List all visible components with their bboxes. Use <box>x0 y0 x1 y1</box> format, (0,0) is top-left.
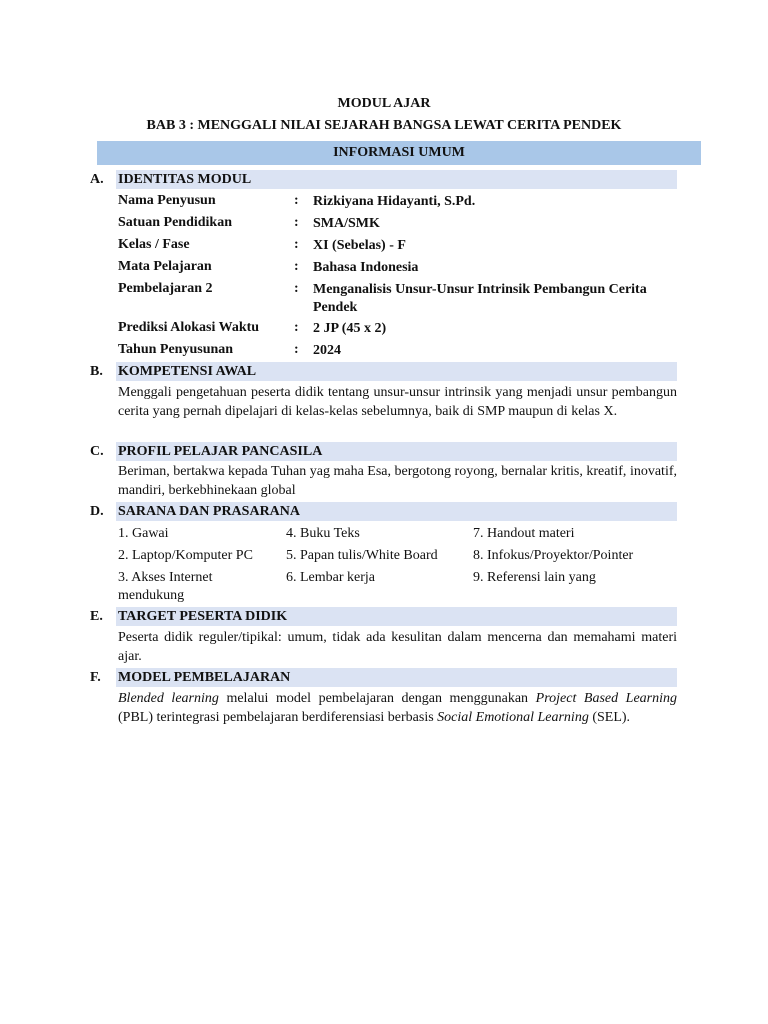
identity-colon: : <box>294 320 299 335</box>
sarana-item: 9. Referensi lain yang <box>473 570 596 585</box>
document-subtitle: BAB 3 : MENGGALI NILAI SEJARAH BANGSA LEWAT CERITA PENDEK <box>146 118 622 133</box>
identity-colon: : <box>294 215 299 230</box>
model-pembelajaran-text: Blended learning melalui model pembelajaran dengan menggunakan Project Based Learning (PBL) terintegrasi pembelajaran berdiferensiasi berbasis Social Emotional Learning (SEL). <box>118 691 678 725</box>
sarana-item: 4. Buku Teks <box>286 526 360 541</box>
section-label: SARANA DAN PRASARANA <box>118 504 301 519</box>
section-d-header <box>86 502 677 521</box>
identity-key: Tahun Penyusunan <box>118 342 234 357</box>
section-label: TARGET PESERTA DIDIK <box>118 609 288 624</box>
identity-colon: : <box>294 237 299 252</box>
identity-value: 2024 <box>313 343 341 358</box>
sarana-item: 1. Gawai <box>118 526 169 541</box>
section-f-header <box>86 668 677 687</box>
section-letter: E. <box>90 609 103 624</box>
target-peserta-text: Peserta didik reguler/tipikal: umum, tidak ada kesulitan dalam mencerna dan memahami materi ajar. <box>118 630 677 664</box>
section-c-header <box>86 442 677 461</box>
italic-term: Blended learning <box>118 691 219 706</box>
identity-colon: : <box>294 342 299 357</box>
identity-value: SMA/SMK <box>313 216 380 231</box>
identity-value: Bahasa Indonesia <box>313 260 419 275</box>
kompetensi-awal-text: Menggali pengetahuan peserta didik tentang unsur-unsur intrinsik yang menjadi unsur pembangun cerita yang pernah dipelajari di kelas-kelas sebelumnya, baik di SMP maupun di kelas X. <box>118 385 677 419</box>
identity-value: XI (Sebelas) - F <box>313 238 406 253</box>
italic-term: Social Emotional Learning <box>437 709 589 725</box>
section-letter: A. <box>90 172 104 187</box>
section-label: IDENTITAS MODUL <box>118 172 252 187</box>
sarana-item: 5. Papan tulis/White Board <box>286 548 438 563</box>
section-letter: F. <box>90 670 101 685</box>
section-a-header <box>86 170 677 189</box>
section-letter: C. <box>90 444 104 459</box>
identity-key: Mata Pelajaran <box>118 259 212 274</box>
sarana-item: 6. Lembar kerja <box>286 570 376 585</box>
identity-colon: : <box>294 193 299 208</box>
identity-value: Menganalisis Unsur-Unsur Intrinsik Pembangun Cerita Pendek <box>313 282 647 315</box>
info-umum-banner: INFORMASI UMUM <box>97 141 701 165</box>
identity-value: Rizkiyana Hidayanti, S.Pd. <box>313 194 476 209</box>
identity-key: Nama Penyusun <box>118 193 216 208</box>
sarana-item: 8. Infokus/Proyektor/Pointer <box>473 548 634 563</box>
section-letter: D. <box>90 504 104 519</box>
section-label: MODEL PEMBELAJARAN <box>118 670 291 685</box>
section-e-header <box>86 607 677 626</box>
identity-value: 2 JP (45 x 2) <box>313 321 387 336</box>
document-title: MODUL AJAR <box>337 96 431 111</box>
section-letter: B. <box>90 364 103 379</box>
sarana-item: 7. Handout materi <box>473 526 575 541</box>
italic-term: Project Based Learning <box>535 691 678 706</box>
identity-key: Prediksi Alokasi Waktu <box>118 320 260 335</box>
sarana-item: 3. Akses Internet mendukung <box>118 570 213 603</box>
sarana-item: 2. Laptop/Komputer PC <box>118 548 253 563</box>
identity-colon: : <box>294 281 299 296</box>
profil-pelajar-text: Beriman, bertakwa kepada Tuhan yag maha Esa, bergotong royong, bernalar kritis, kreatif, inovatif, mandiri, berkebhinekaan global <box>118 464 677 498</box>
identity-key: Satuan Pendidikan <box>118 215 232 230</box>
identity-key: Kelas / Fase <box>118 237 190 252</box>
identity-colon: : <box>294 259 299 274</box>
section-label: KOMPETENSI AWAL <box>118 364 257 379</box>
identity-key: Pembelajaran 2 <box>118 281 213 296</box>
section-b-header <box>86 362 677 381</box>
section-label: PROFIL PELAJAR PANCASILA <box>118 444 323 459</box>
